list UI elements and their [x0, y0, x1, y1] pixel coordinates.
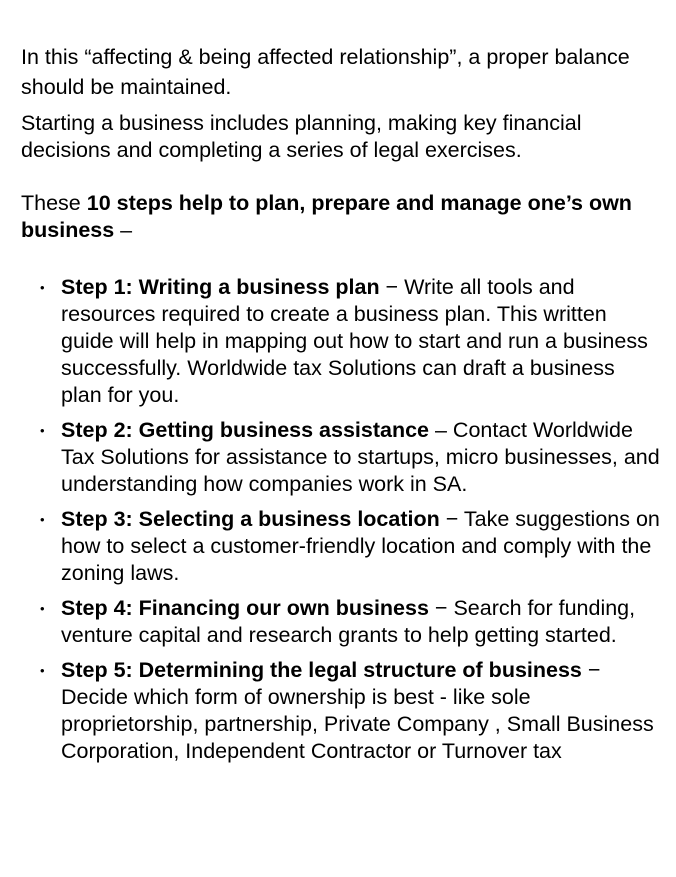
- intro-paragraph: In this “affecting & being affected relationship”, a proper balance should be maintained.: [21, 45, 630, 99]
- steps-intro-bold: 10 steps help to plan, prepare and manage one’s own business: [21, 191, 632, 242]
- list-item: [21, 657, 661, 765]
- list-item: [21, 274, 661, 409]
- steps-intro-paragraph: [21, 190, 661, 244]
- list-item: [21, 417, 661, 498]
- step-title: Step 5: Determining the legal structure of business: [61, 658, 582, 682]
- step-text: − Decide which form of ownership is best - like sole proprietorship, partnership, Private Company , Small Business Corporation, Independent Contractor or Turnover tax: [61, 658, 654, 763]
- step-text: – Contact Worldwide Tax Solutions for assistance to startups, micro businesses, and understanding how companies work in SA.: [61, 418, 660, 496]
- step-title: Step 4: Financing our own business: [61, 596, 429, 620]
- list-item: [21, 595, 661, 649]
- steps-intro-suffix: –: [114, 218, 133, 242]
- bullet-icon: •: [40, 663, 45, 678]
- document-page: [21, 42, 661, 773]
- starting-paragraph: Starting a business includes planning, making key financial decisions and completing a series of legal exercises.: [21, 111, 582, 162]
- step-text: − Write all tools and resources required to create a business plan. This written guide will help in mapping out how to start and run a business successfully. Worldwide tax Solutions can draft a business plan for you.: [61, 275, 648, 407]
- bullet-icon: •: [40, 280, 45, 295]
- bullet-icon: •: [40, 601, 45, 616]
- step-text: − Search for funding, venture capital and research grants to help getting started.: [61, 596, 636, 647]
- steps-intro-prefix: These: [21, 191, 87, 215]
- bullet-icon: •: [40, 423, 45, 438]
- list-item: [21, 506, 661, 587]
- bullet-icon: •: [40, 512, 45, 527]
- step-title: Step 2: Getting business assistance: [61, 418, 430, 442]
- step-title: Step 3: Selecting a business location: [61, 507, 440, 531]
- step-text: − Take suggestions on how to select a customer-friendly location and comply with the zoning laws.: [61, 507, 660, 585]
- step-title: Step 1: Writing a business plan: [61, 275, 380, 299]
- steps-list: [21, 274, 661, 765]
